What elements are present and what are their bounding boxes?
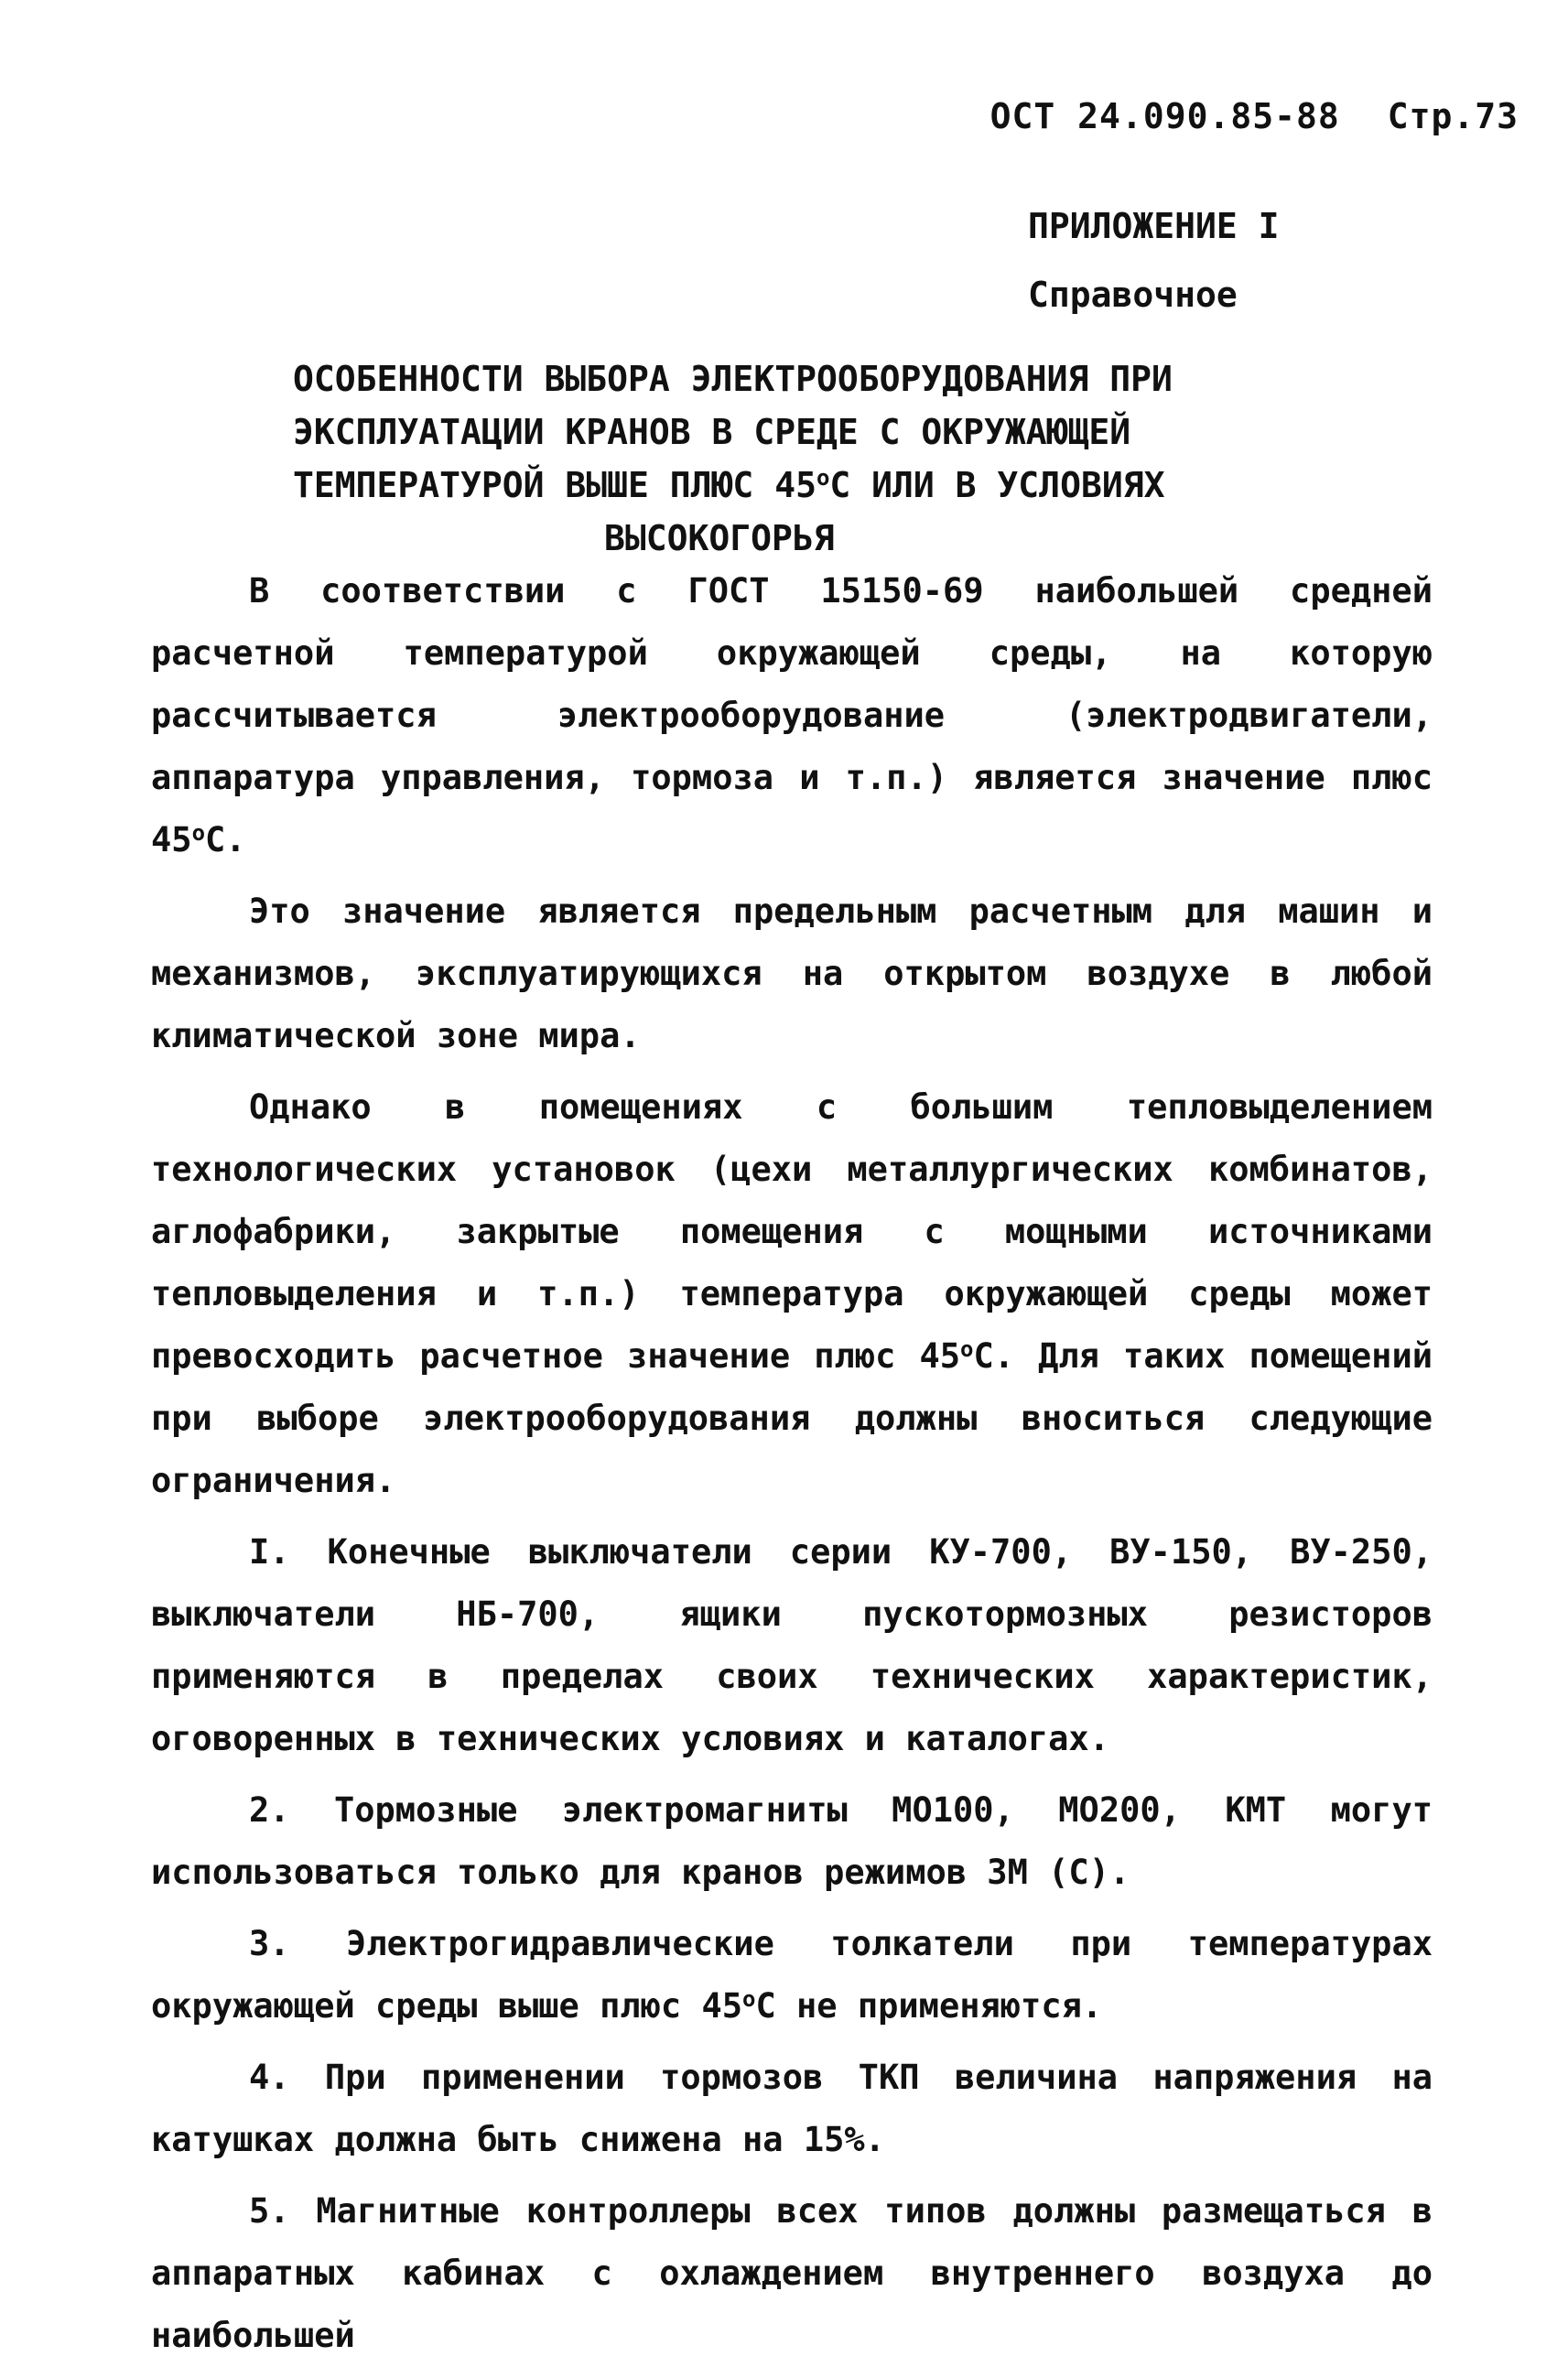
list-item-3: 3. Электрогидравлические толкатели при температурах окружающей среды выше плюс $45^оС$ не применяются. — [151, 1924, 1433, 2026]
document-code: ОСТ 24.090.85-88 — [989, 96, 1340, 136]
page-header — [990, 96, 1519, 136]
page-number: Стр.73 — [1387, 96, 1519, 136]
list-item-4: 4. При применении тормозов ТКП величина напряжения на катушках должна быть снижена на 15%. — [151, 2058, 1433, 2159]
list-item-2: 2. Тормозные электромагниты МО100, МО200, КМТ могут использоваться только для кранов режимов 3М (С). — [151, 1790, 1433, 1892]
section-title — [293, 352, 1217, 565]
document-body — [151, 560, 1433, 2367]
title-line-1: ОСОБЕННОСТИ ВЫБОРА ЭЛЕКТРООБОРУДОВАНИЯ ПРИ — [293, 359, 1173, 399]
title-line-3: ТЕМПЕРАТУРОЙ ВЫШЕ ПЛЮС $45^оС$ ИЛИ В УСЛОВИЯХ — [293, 465, 1165, 505]
paragraph-1: В соответствии с ГОСТ 15150-69 наибольшей средней расчетной температурой окружающей среды, на которую рассчитывается электрооборудование (электродвигатели, аппаратура управления, тормоза и т.п.) является значение плюс $45^оС$. — [151, 571, 1433, 859]
list-item-5: 5. Магнитные контроллеры всех типов должны размещаться в аппаратных кабинах с охлаждением внутреннего воздуха до наибольшей — [151, 2191, 1433, 2355]
list-item-1: I. Конечные выключатели серии КУ-700, ВУ-150, ВУ-250, выключатели НБ-700, ящики пускотормозных резисторов применяются в пределах своих технических характеристик, оговоренных в технических условиях и каталогах. — [151, 1532, 1433, 1758]
title-line-4: ВЫСОКОГОРЬЯ — [604, 518, 835, 558]
paragraph-3: Однако в помещениях с большим тепловыделением технологических установок (цехи металлургических комбинатов, аглофабрики, закрытые помещения с мощными источниками тепловыделения и т.п.) температура окружающей среды может превосходить расчетное значение плюс $45^оС$. Для таких помещений при выборе электрооборудования должны вноситься следующие ограничения. — [151, 1087, 1433, 1500]
appendix-type: Справочное — [1028, 275, 1238, 315]
appendix-label: ПРИЛОЖЕНИЕ I — [1028, 206, 1280, 246]
title-line-2: ЭКСПЛУАТАЦИИ КРАНОВ В СРЕДЕ С ОКРУЖАЮЩЕЙ — [293, 412, 1131, 452]
paragraph-2: Это значение является предельным расчетным для машин и механизмов, эксплуатирующихся на открытом воздухе в любой климатической зоне мира. — [151, 892, 1433, 1055]
